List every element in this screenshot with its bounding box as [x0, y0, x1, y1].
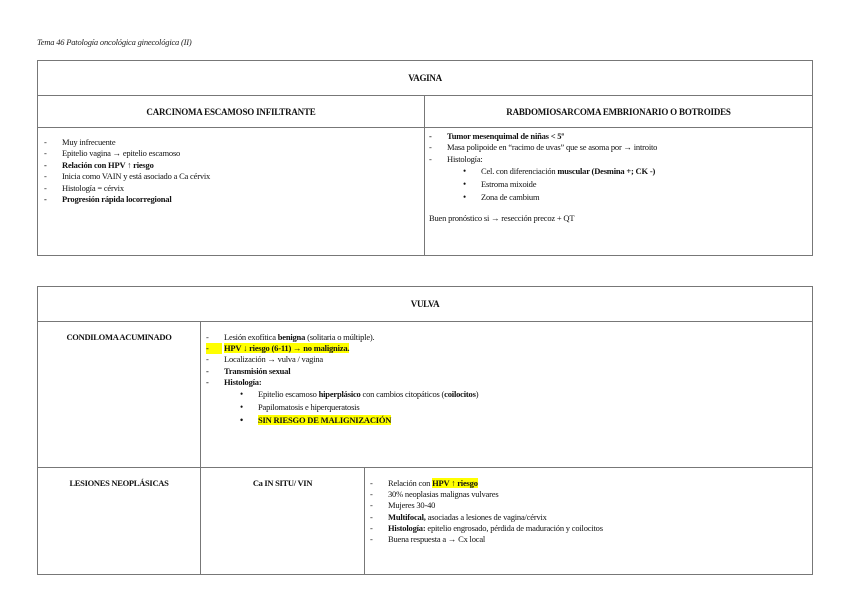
rabdomiosarcoma-list: [429, 131, 806, 165]
condiloma-list: [206, 332, 806, 388]
list-item: - Tumor mesenquimal de niñas < 5ª: [429, 131, 806, 142]
highlighted-text: SIN RIESGO DE MALIGNIZACIÓN: [258, 415, 392, 426]
vulva-table: [37, 286, 813, 575]
list-item: - Histología = cérvix: [44, 183, 418, 194]
text: asociadas a lesiones de vagina/cérvix: [425, 511, 547, 522]
list-item: - Relación con HPV ↑ riesgo: [44, 160, 418, 171]
text: Lesión exofítica: [224, 332, 278, 342]
highlighted-text: HPV ↑ riesgo: [432, 478, 478, 488]
histology-list: [429, 165, 806, 204]
list-item: - Histología:: [429, 154, 806, 165]
condiloma-cell: [201, 322, 813, 468]
rabdomiosarcoma-cell: [425, 128, 813, 256]
carcinoma-list: [44, 137, 418, 205]
rabdomiosarcoma-heading: RABDOMIOSARCOMA EMBRIONARIO O BOTROIDES: [425, 96, 813, 128]
text: (solitaria o múltiple).: [305, 332, 375, 342]
list-item: - Inicia como VAIN y está asociado a Ca cérvix: [44, 171, 418, 182]
condiloma-label: CONDILOMA ACUMINADO: [38, 322, 201, 468]
vagina-table: [37, 60, 813, 256]
list-item-highlighted: [206, 343, 806, 354]
list-item: [370, 512, 806, 523]
list-item: [206, 332, 806, 343]
text: Relación con: [388, 478, 433, 488]
vagina-title: VAGINA: [38, 61, 813, 96]
list-item: • Zona de cambium: [463, 191, 806, 204]
list-item: [370, 478, 806, 489]
text-bold: benigna: [277, 332, 306, 342]
vulva-title: VULVA: [38, 287, 813, 322]
vin-label: Ca IN SITU/ VIN: [201, 468, 365, 575]
vin-cell: [365, 468, 813, 575]
text-bold: Multifocal,: [388, 511, 426, 522]
list-item: - Histología:: [206, 377, 806, 388]
list-item: • Estroma mixoide: [463, 178, 806, 191]
list-item: - Masa polipoide en “racimo de uvas” que se asoma por → introito: [429, 142, 806, 153]
list-item: - Muy infrecuente: [44, 137, 418, 148]
vin-list: [370, 478, 806, 545]
carcinoma-cell: [38, 128, 425, 256]
list-item: [370, 523, 806, 534]
list-item: • Papilomatosis e hiperqueratosis: [240, 401, 806, 414]
text: epitelio engrosado, pérdida de maduración y coilocitos: [425, 522, 603, 533]
text: con cambios citopáticos (: [360, 389, 445, 400]
list-item: - Progresión rápida locorregional: [44, 194, 418, 205]
list-item: [463, 165, 806, 178]
list-item: - Mujeres 30-40: [370, 500, 806, 511]
text: Cel. con diferenciación: [481, 166, 558, 177]
page-header: Tema 46 Patología oncológica ginecológica (II): [37, 37, 192, 47]
text-bold: hiperplásico: [318, 389, 361, 400]
highlighted-text: HPV ↓ riesgo (6-11) → no maligniza.: [224, 343, 350, 354]
list-item: - Localización → vulva / vagina: [206, 354, 806, 365]
list-item: - 30% neoplasias malignas vulvares: [370, 489, 806, 500]
prognosis-note: Buen pronóstico si → resección precoz + QT: [429, 213, 575, 224]
text: Epitelio escamoso: [258, 389, 319, 400]
list-item: [240, 388, 806, 401]
condiloma-histology-list: [206, 388, 806, 427]
text-bold: Histología:: [388, 522, 426, 533]
list-item-highlighted: [240, 414, 806, 427]
list-item: - Epitelio vagina → epitelio escamoso: [44, 148, 418, 159]
text-bold: muscular (Desmina +; CK -): [557, 166, 656, 177]
lesiones-label: LESIONES NEOPLÁSICAS: [38, 468, 201, 575]
carcinoma-heading: CARCINOMA ESCAMOSO INFILTRANTE: [38, 96, 425, 128]
text-bold: coilocitos: [444, 389, 476, 400]
text: ): [475, 389, 479, 400]
list-item: - Buena respuesta a → Cx local: [370, 534, 806, 545]
list-item: - Transmisión sexual: [206, 366, 806, 377]
